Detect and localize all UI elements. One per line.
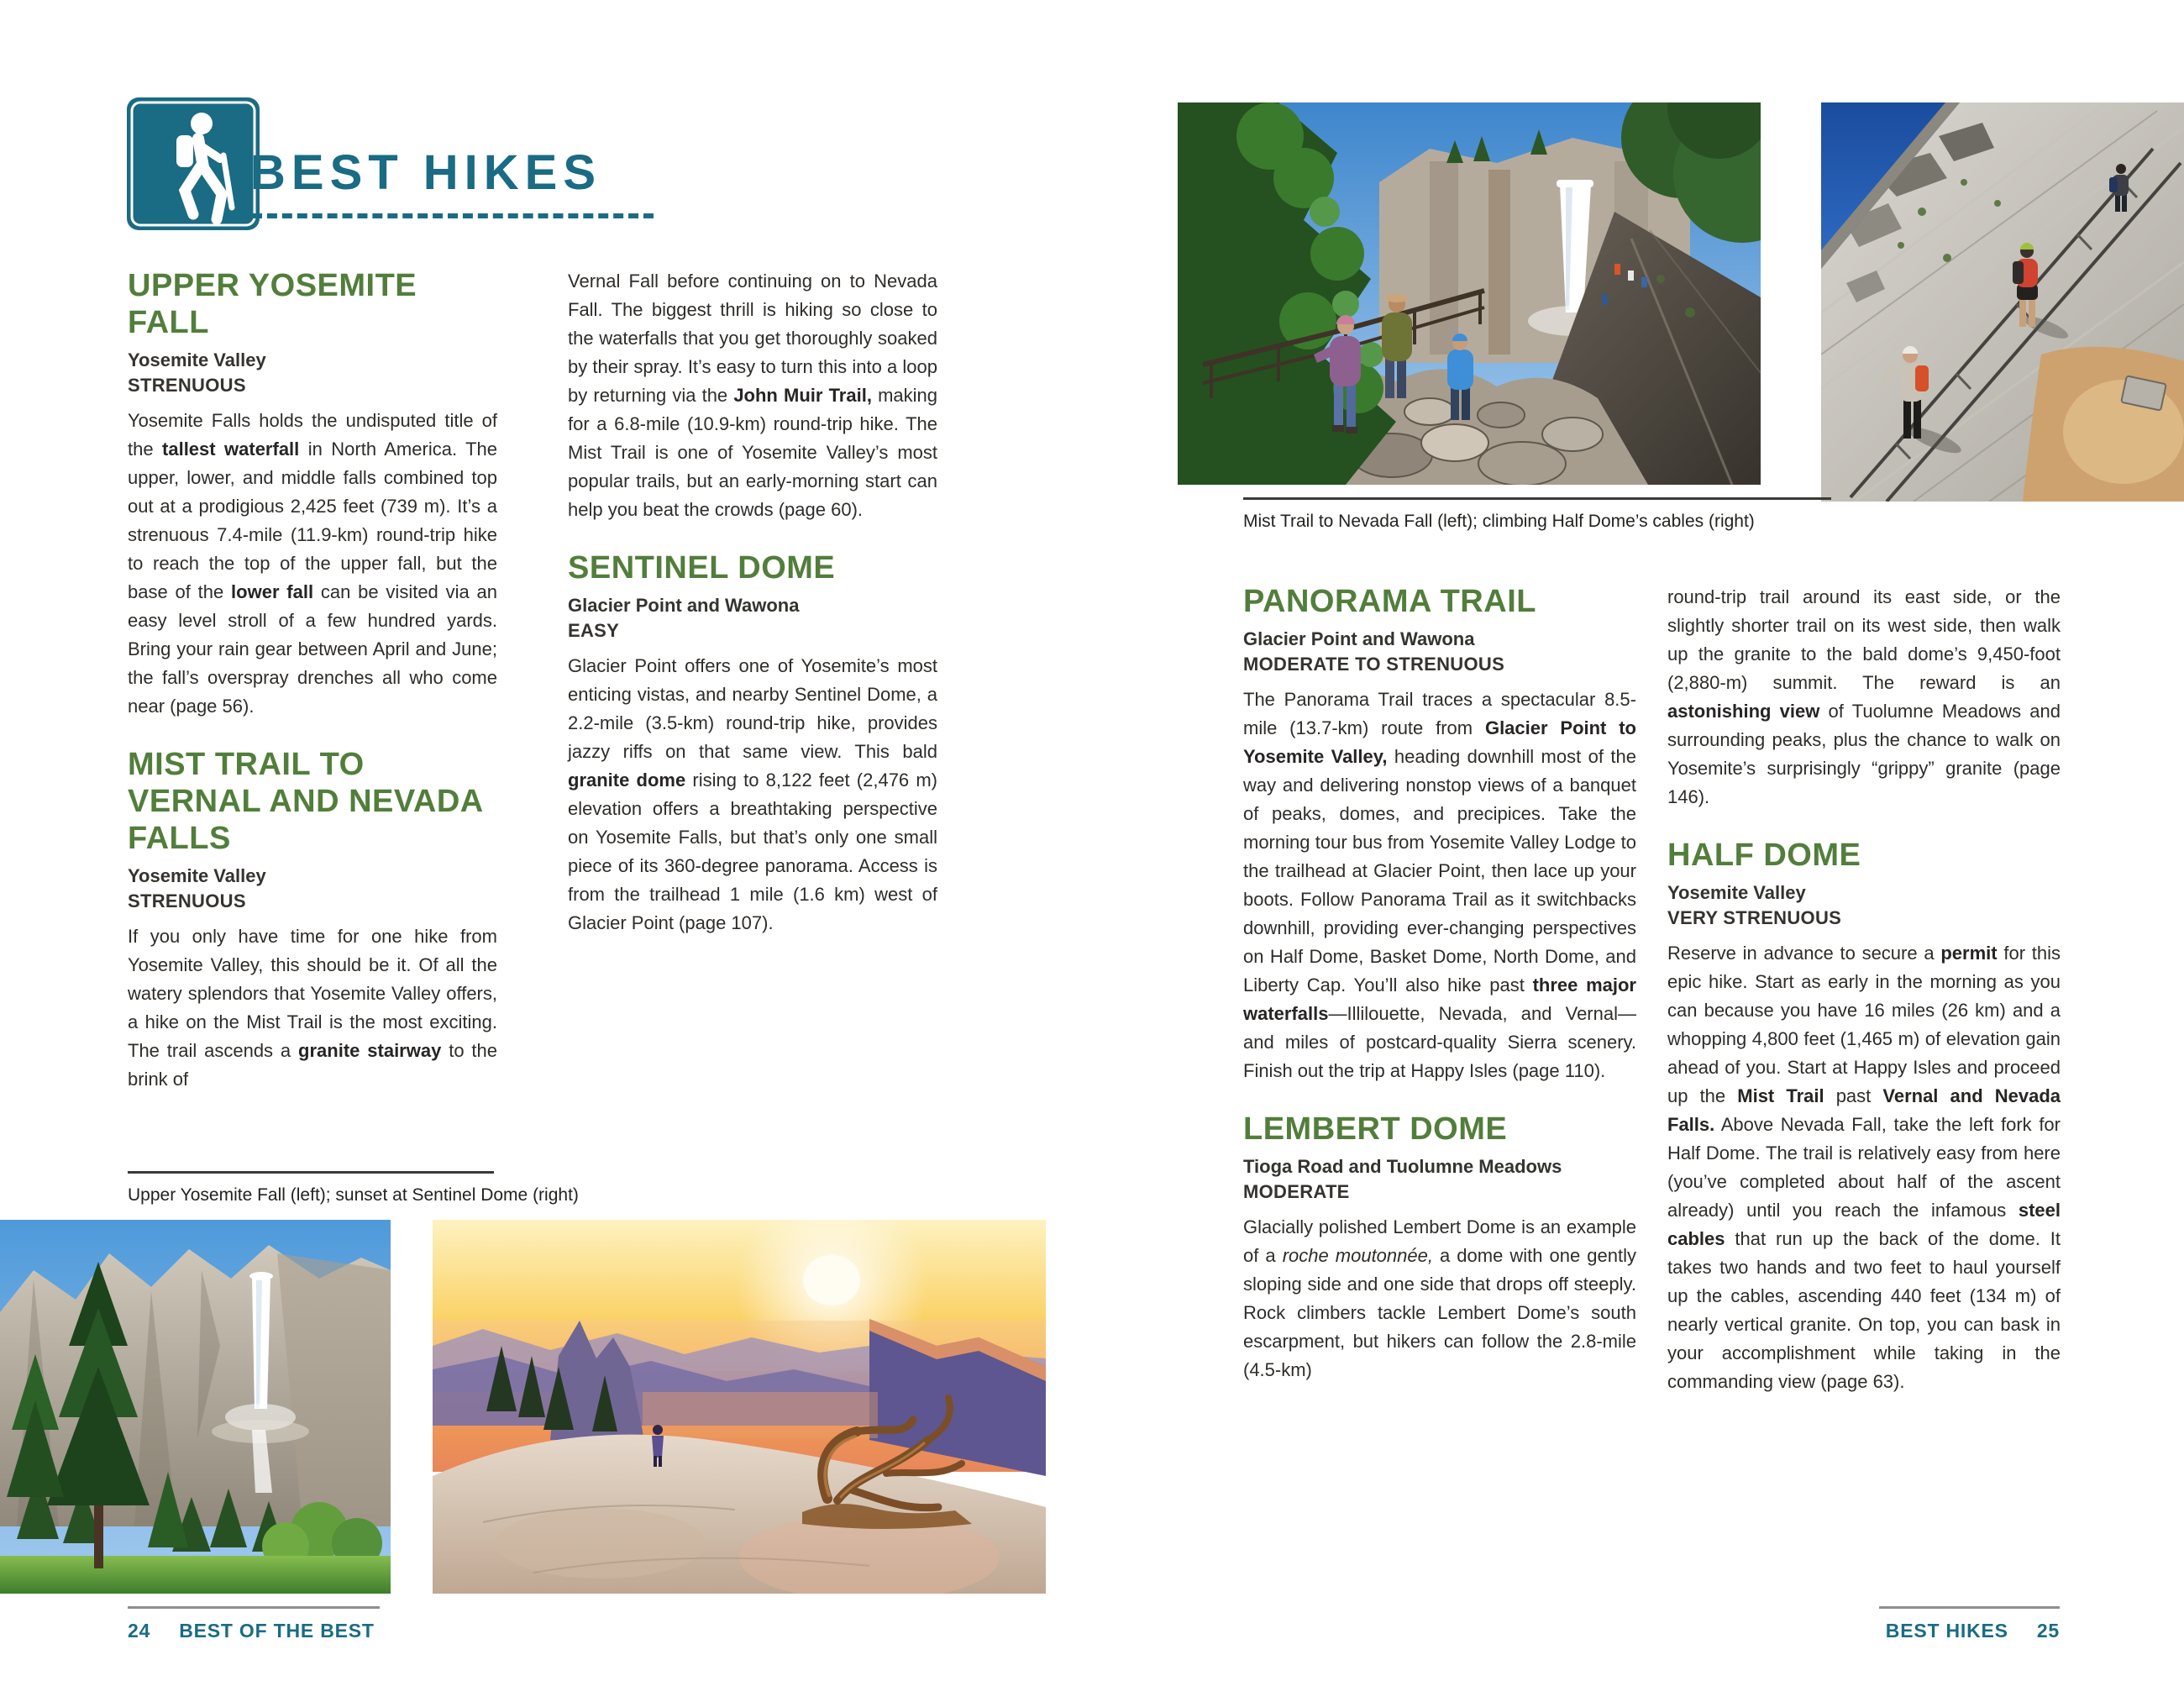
section-body: Glacier Point offers one of Yosemite’s most enticing vistas, and nearby Sentinel Dome, a 2.2-mile (3.5-km) round-trip hike, provides jazzy riffs on that same view. This bald granite dome rising to 8,122 feet (2,476 m) elevation offers a breathtaking perspective on Yosemite Falls, but that’s only one small piece of its 360-degree panorama. Access is from the trailhead 1 mile (1.6 km) west of Glacier Point (page 107). <box>568 655 937 933</box>
section-body: Reserve in advance to secure a permit for this epic hike. Start as early in the morning as you can because you have 16 miles (26 km) and a whopping 4,800 feet (1,465 m) of elevation gain ahead of you. Start at Happy Isles and proceed up the Mist Trail past Vernal and Nevada Falls. Above Nevada Fall, take the left fork for Half Dome. The trail is relatively easy from here (you’ve completed about half of the ascent already) until you reach the infamous steel cables that run up the back of the dome. It takes two hands and two feet to haul yourself up the cables, ascending 440 feet (134 m) of nearly vertical granite. On top, you can bask in your accomplishment while taking in the commanding view (page 63). <box>1667 943 2061 1392</box>
right-page-column-2 <box>1667 583 2061 1396</box>
photo-half-dome-cables <box>1821 102 2184 502</box>
photo-caption-right: Mist Trail to Nevada Fall (left); climbing Half Dome’s cables (right) <box>1243 512 1755 531</box>
footer-label: BEST HIKES <box>1885 1620 2008 1642</box>
caption-rule <box>1243 497 1831 500</box>
right-page-column-1 <box>1243 583 1636 1384</box>
section-heading-mist-trail: MIST TRAIL TO VERNAL AND NEVADA FALLS <box>128 747 483 856</box>
section-body: If you only have time for one hike from Yosemite Valley, this should be it. Of all the watery splendors that Yosemite Valley offers, a hike on the Mist Trail is the most exciting. The trail ascends a granite stairway to the brink of <box>128 926 498 1090</box>
dashed-divider <box>252 213 654 218</box>
section-heading-half-dome: HALF DOME <box>1667 838 1861 873</box>
photo-mist-trail <box>1178 102 1761 485</box>
footer-rule <box>128 1606 380 1609</box>
photo-caption-left: Upper Yosemite Fall (left); sunset at Sentinel Dome (right) <box>128 1185 579 1205</box>
section-location: Glacier Point and Wawona <box>1243 628 1475 649</box>
section-difficulty: STRENUOUS <box>128 890 246 911</box>
section-location: Yosemite Valley <box>128 349 266 370</box>
page-number: 24 <box>128 1620 151 1642</box>
section-body: Glacially polished Lembert Dome is an example of a roche moutonnée, a dome with one gently sloping side and one side that drops off steeply. Rock climbers tackle Lembert Dome’s south escarpment, but hikers can follow the 2.8-mile (4.5-km) <box>1243 1216 1637 1380</box>
caption-rule <box>128 1171 494 1174</box>
section-difficulty: VERY STRENUOUS <box>1667 907 1842 928</box>
left-page-column-2 <box>568 267 937 938</box>
section-heading-upper-yosemite-fall: UPPER YOSEMITE FALL <box>128 268 417 340</box>
page-title: BEST HIKES <box>250 145 602 200</box>
section-location: Yosemite Valley <box>128 865 266 886</box>
section-heading-panorama-trail: PANORAMA TRAIL <box>1243 584 1536 619</box>
footer-label: BEST OF THE BEST <box>179 1620 375 1642</box>
footer-right <box>1886 1620 2060 1642</box>
footer-left <box>128 1620 375 1642</box>
section-location: Tioga Road and Tuolumne Meadows <box>1243 1156 1562 1177</box>
section-heading-sentinel-dome: SENTINEL DOME <box>568 550 836 586</box>
footer-rule <box>1879 1606 2060 1609</box>
section-location: Yosemite Valley <box>1667 882 1806 903</box>
section-body-continued: Vernal Fall before continuing on to Nevada Fall. The biggest thrill is hiking so close to the waterfalls that you get thoroughly soaked by their spray. It’s easy to turn this into a loop by returning via the John Muir Trail, making for a 6.8-mile (10.9-km) round-trip hike. The Mist Trail is one of Yosemite Valley’s most popular trails, but an early-morning start can help you beat the crowds (page 60). <box>568 271 937 520</box>
section-difficulty: EASY <box>568 620 620 641</box>
section-location: Glacier Point and Wawona <box>568 595 800 616</box>
section-body-continued: round-trip trail around its east side, or the slightly shorter trail on its west side, then walk up the granite to the bald dome’s 9,450-foot (2,880-m) summit. The reward is an astonishing view of Tuolumne Meadows and surrounding peaks, plus the chance to walk on Yosemite’s surprisingly “grippy” granite (page 146). <box>1667 586 2061 807</box>
page-number: 25 <box>2036 1620 2060 1642</box>
section-difficulty: STRENUOUS <box>128 375 246 396</box>
left-page-column-1 <box>128 267 497 1094</box>
section-difficulty: MODERATE <box>1243 1181 1350 1202</box>
section-difficulty: MODERATE TO STRENUOUS <box>1243 654 1505 675</box>
photo-upper-yosemite-fall <box>0 1220 391 1594</box>
section-heading-lembert-dome: LEMBERT DOME <box>1243 1111 1508 1147</box>
section-body: The Panorama Trail traces a spectacular 8.5-mile (13.7-km) route from Glacier Point to Yosemite Valley, heading downhill most of the way and delivering nonstop views of a banquet of peaks, domes, and precipices. Take the morning tour bus from Yosemite Valley Lodge to the trailhead at Glacier Point, then lace up your boots. Follow Panorama Trail as it switchbacks downhill, providing ever-changing perspectives on Half Dome, Basket Dome, North Dome, and Liberty Cap. You’ll also hike past three major waterfalls—Illilouette, Nevada, and Vernal—and miles of postcard-quality Sierra scenery. Finish out the trip at Happy Isles (page 110). <box>1243 689 1636 1081</box>
section-body: Yosemite Falls holds the undisputed title of the tallest waterfall in North America. The upper, lower, and middle falls combined top out at a prodigious 2,425 feet (739 m). It’s a strenuous 7.4-mile (11.9-km) round-trip hike to reach the top of the upper fall, but the base of the lower fall can be visited via an easy level stroll of a few hundred yards. Bring your rain gear between April and June; the fall’s overspray drenches all who come near (page 56). <box>128 410 497 717</box>
hiker-icon <box>126 97 260 231</box>
photo-sentinel-dome-sunset <box>433 1220 1046 1594</box>
